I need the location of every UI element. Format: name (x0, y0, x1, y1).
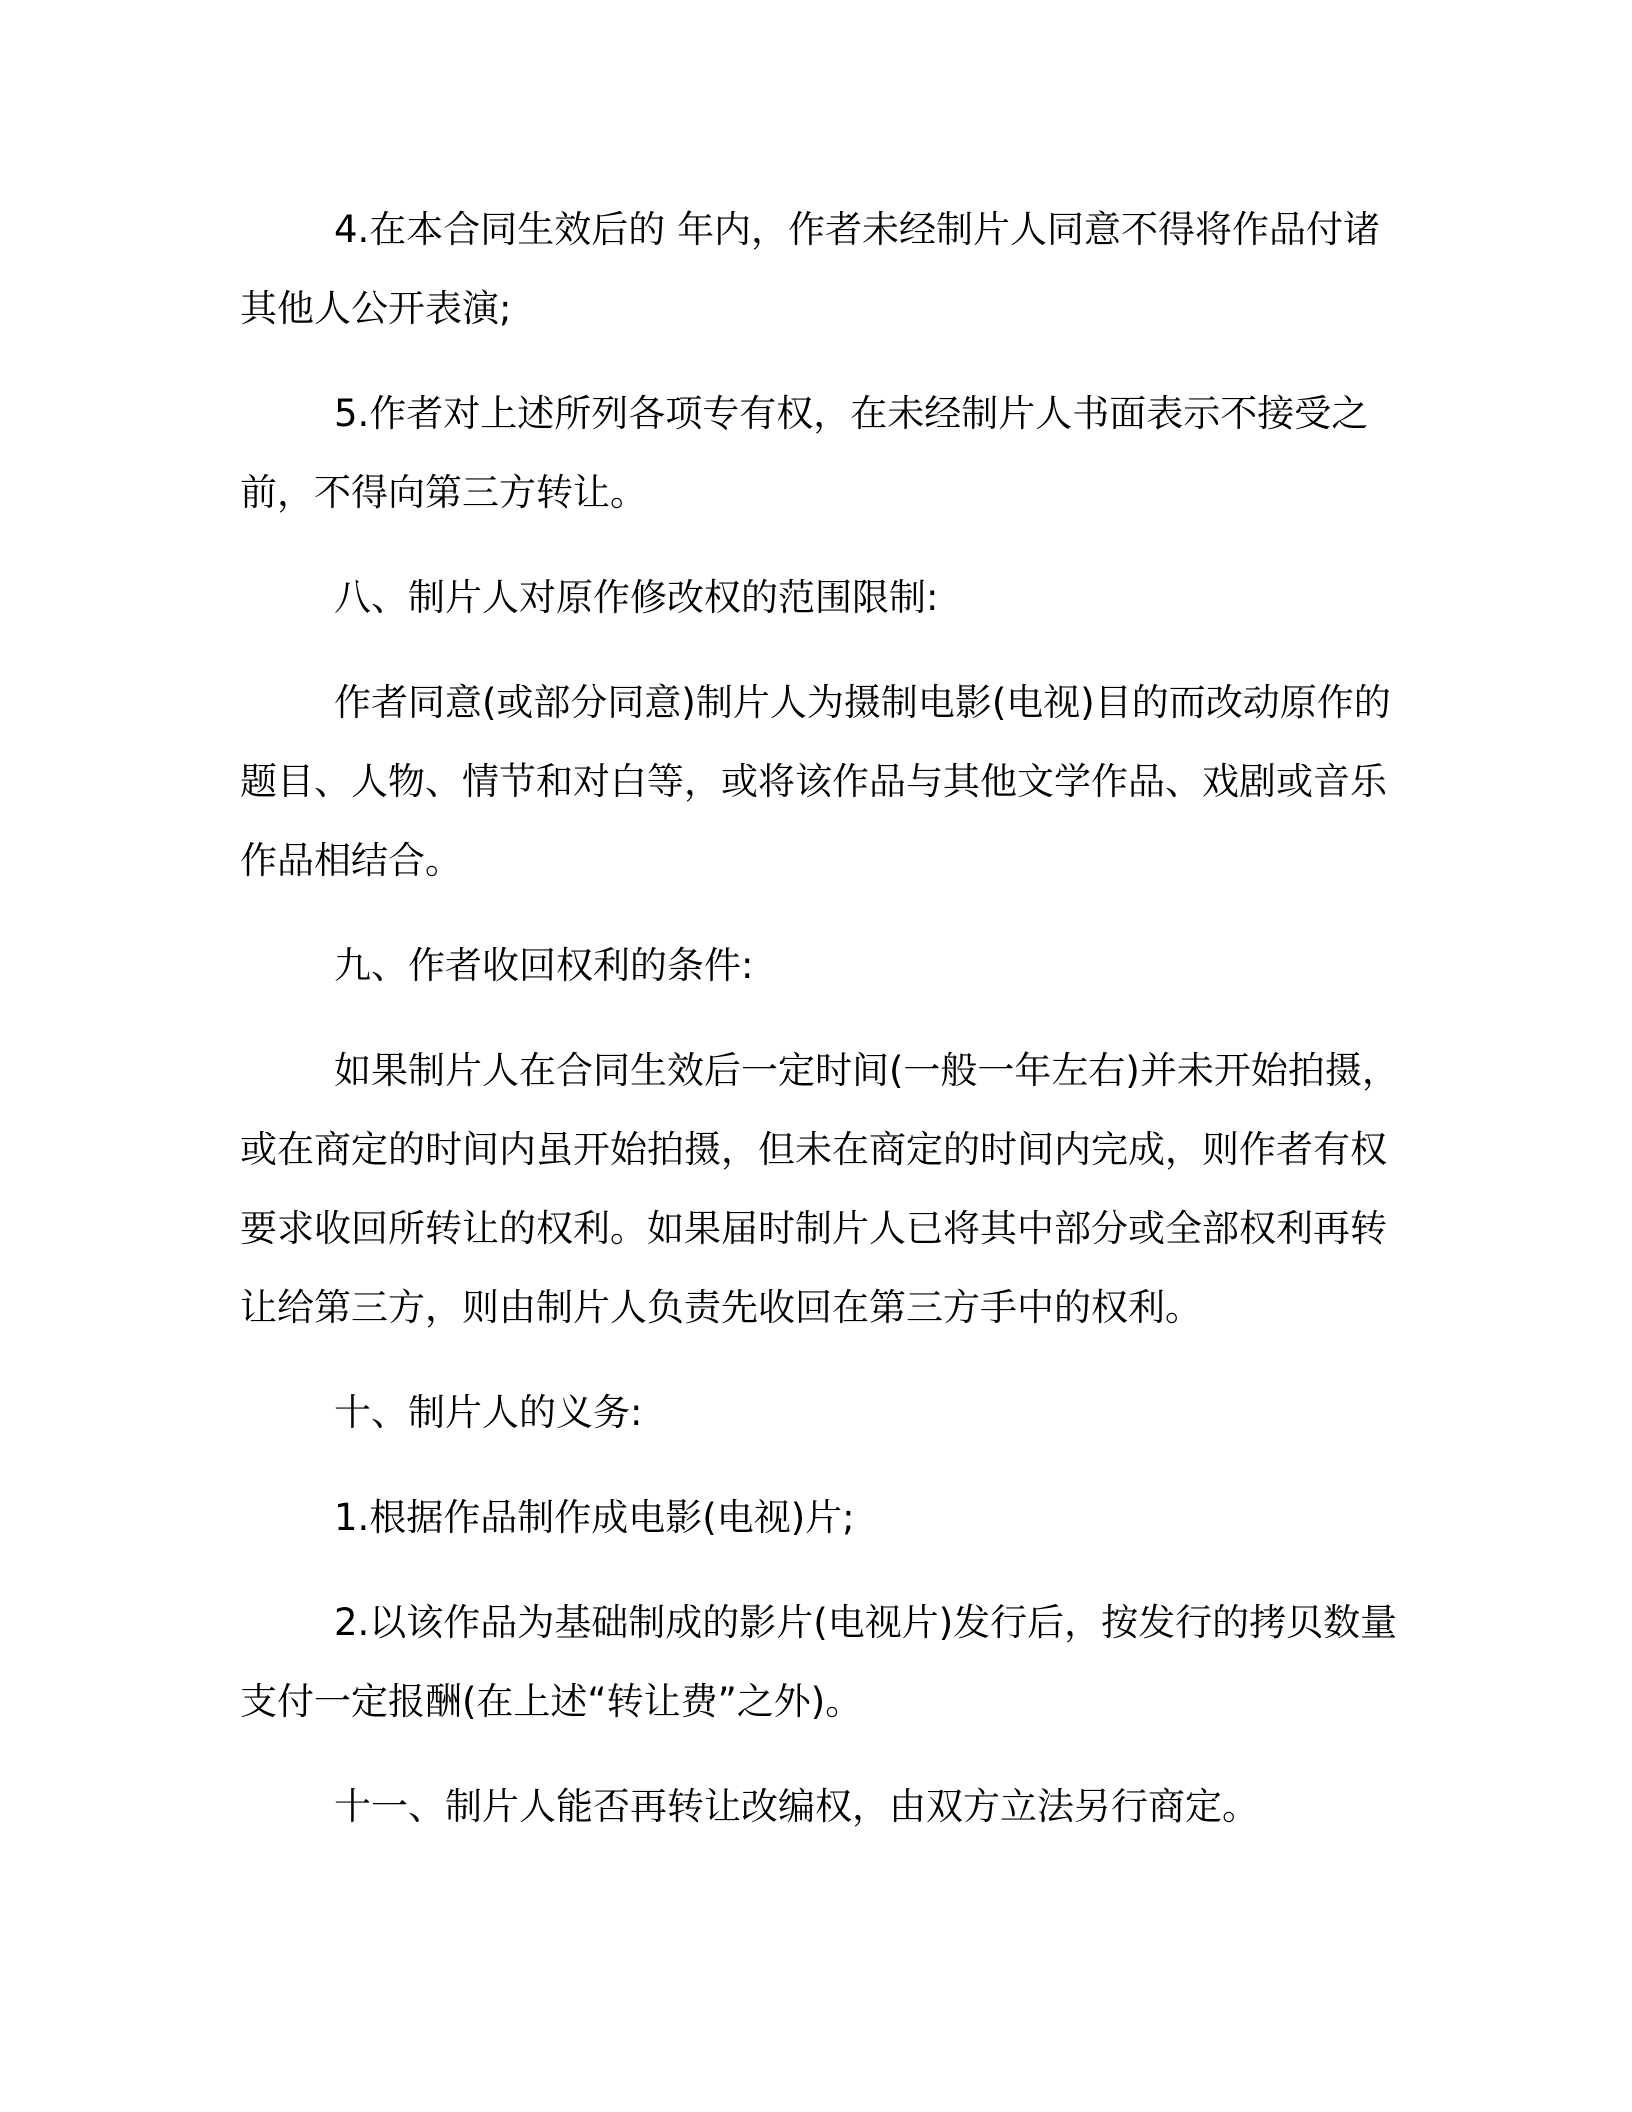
section-heading-10: 十、制片人的义务: (334, 1391, 643, 1434)
section-heading-8: 八、制片人对原作修改权的范围限制: (334, 576, 939, 619)
paragraph-revocation-conditions: 如果制片人在合同生效后一定时间(一般一年左右)并未开始拍摄，或在商定的时间内虽开始拍摄，但未在商定的时间内完成，则作者有权要求收回所转让的权利。如果届时制片人已将其中部分或全部权利再转让给第三方，则由制片人负责先收回在第三方手中的权利。 (240, 1049, 1399, 1329)
section-heading-9: 九、作者收回权利的条件: (334, 944, 754, 987)
paragraph-clause-4: 4.在本合同生效后的 年内，作者未经制片人同意不得将作品付诸其他人公开表演; (240, 208, 1381, 330)
document-body (240, 190, 1400, 1846)
section-heading-11: 十一、制片人能否再转让改编权，由双方立法另行商定。 (334, 1785, 1259, 1828)
paragraph-obligation-2: 2.以该作品为基础制成的影片(电视片)发行后，按发行的拷贝数量支付一定报酬(在上述“转让费”之外)。 (240, 1601, 1398, 1723)
paragraph-clause-5: 5.作者对上述所列各项专有权，在未经制片人书面表示不接受之前，不得向第三方转让。 (240, 392, 1369, 514)
paragraph-obligation-1: 1.根据作品制作成电影(电视)片; (334, 1496, 855, 1539)
paragraph-modification-scope: 作者同意(或部分同意)制片人为摄制电影(电视)目的而改动原作的题目、人物、情节和对白等，或将该作品与其他文学作品、戏剧或音乐作品相结合。 (240, 681, 1391, 882)
